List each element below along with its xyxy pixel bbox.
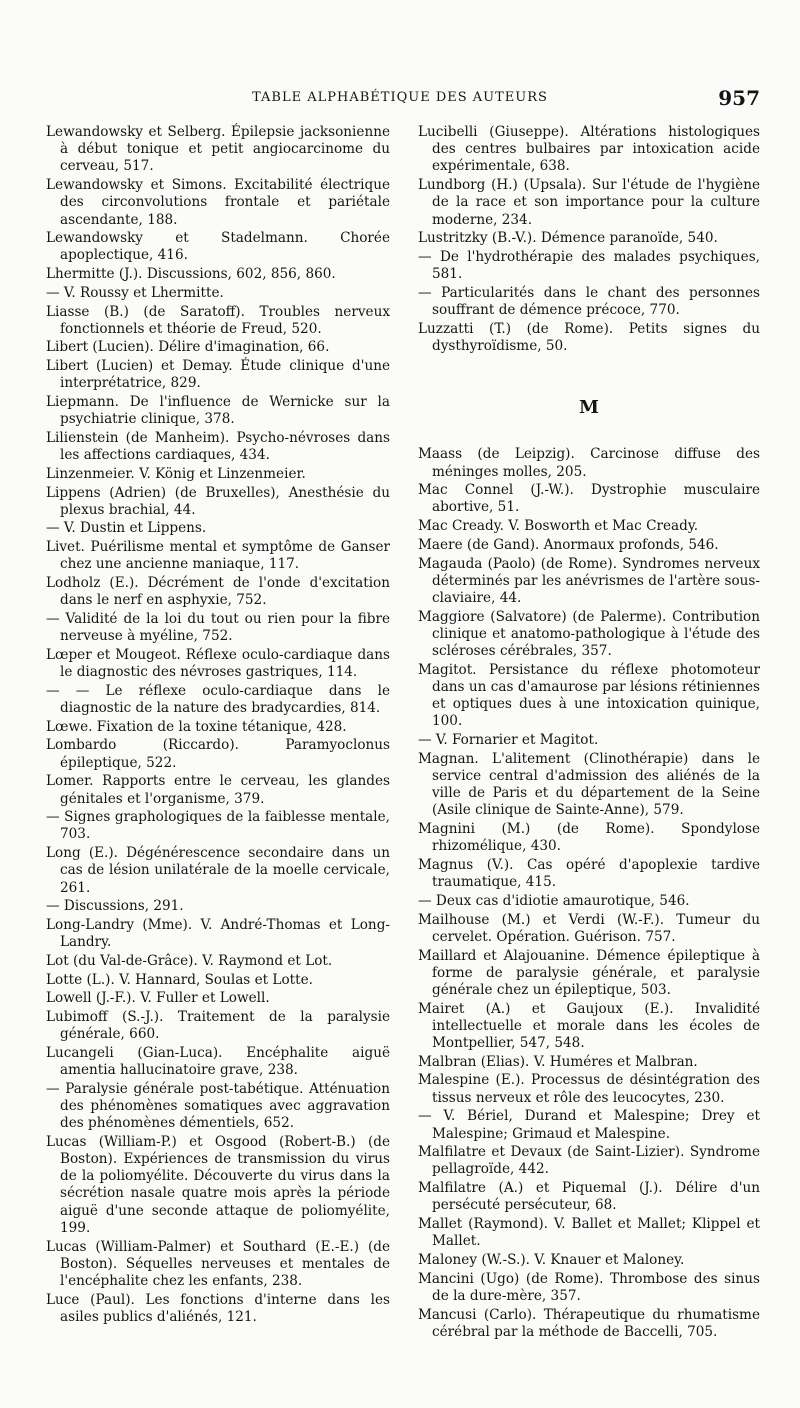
index-entry: — Particularités dans le chant des personnes souffrant de démence précoce, 770. xyxy=(418,284,760,319)
index-entry: — Paralysie générale post-tabétique. Atténuation des phénomènes somatiques avec aggravation des phénomènes démentiels, 652. xyxy=(46,1080,390,1132)
index-entry: Lubimoff (S.-J.). Traitement de la paralysie générale, 660. xyxy=(46,1008,390,1043)
index-entry: Maass (de Leipzig). Carcinose diffuse des méninges molles, 205. xyxy=(418,446,760,480)
index-entry: Luzzatti (T.) (de Rome). Petits signes du dysthyroïdisme, 50. xyxy=(418,320,760,354)
index-entry: Lewandowsky et Simons. Excitabilité électrique des circonvolutions frontale et pariétale ascendante, 188. xyxy=(46,177,390,228)
index-entry: Libert (Lucien). Délire d'imagination, 66. xyxy=(46,339,330,356)
index-entry: Lomer. Rapports entre le cerveau, les glandes génitales et l'organisme, 379. xyxy=(46,773,390,807)
index-entry: Maere (de Gand). Anormaux profonds, 546. xyxy=(418,536,719,553)
index-entry: Lucibelli (Giuseppe). Altérations histologiques des centres bulbaires par intoxication acide expérimentale, 638. xyxy=(418,124,760,175)
index-entry: — Validité de la loi du tout ou rien pour la fibre nerveuse à myéline, 752. xyxy=(46,610,390,645)
index-entry: Lippens (Adrien) (de Bruxelles), Anesthésie du plexus brachial, 44. xyxy=(46,484,390,518)
index-entry: Magnan. L'alitement (Clinothérapie) dans le service central d'admission des aliénés de la ville de Paris et du département de la Seine (Asile clinique de Sainte-Anne), 579. xyxy=(418,750,760,819)
index-entry: Mancusi (Carlo). Thérapeutique du rhumatisme cérébral par la méthode de Baccelli, 705. xyxy=(418,1306,760,1340)
running-title: TABLE ALPHABÉTIQUE DES AUTEURS xyxy=(252,90,548,105)
index-entry: Lucas (William-Palmer) et Southard (E.-E.) (de Boston). Séquelles nerveuses et mentales de l'encéphalite chez les enfants, 238. xyxy=(46,1238,390,1289)
index-entry: Mallet (Raymond). V. Ballet et Mallet; Klippel et Mallet. xyxy=(418,1216,760,1250)
index-entry: Maillard et Alajouanine. Démence épileptique à forme de paralysie générale, et paralysie générale chez un épileptique, 503. xyxy=(418,947,760,998)
index-entry: Livet. Puérilisme mental et symptôme de Ganser chez une ancienne maniaque, 117. xyxy=(46,539,390,573)
right-column xyxy=(418,124,760,1343)
index-entry: — Signes graphologiques de la faiblesse mentale, 703. xyxy=(46,809,390,843)
index-entry: — V. Dustin et Lippens. xyxy=(46,520,207,537)
entries-m xyxy=(418,446,760,1341)
index-entry: Lundborg (H.) (Upsala). Sur l'étude de l'hygiène de la race et son importance pour la culture moderne, 234. xyxy=(418,177,760,228)
index-entry: Lewandowsky et Stadelmann. Chorée apoplectique, 416. xyxy=(46,230,390,264)
index-entry: Lustritzky (B.-V.). Démence paranoïde, 540. xyxy=(418,230,718,247)
page-number: 957 xyxy=(718,86,760,110)
index-entry: Luce (Paul). Les fonctions d'interne dans les asiles publics d'aliénés, 121. xyxy=(46,1291,390,1325)
index-entry: Maggiore (Salvatore) (de Palerme). Contribution clinique et anatomo-pathologique à l'étude des scléroses cérébrales, 357. xyxy=(418,608,760,660)
page-header xyxy=(40,86,760,112)
index-entry: Lombardo (Riccardo). Paramyoclonus épileptique, 522. xyxy=(46,737,390,771)
index-entry: Mac Cready. V. Bosworth et Mac Cready. xyxy=(418,518,699,535)
index-entry: Liasse (B.) (de Saratoff). Troubles nerveux fonctionnels et théorie de Freud, 520. xyxy=(46,303,390,337)
index-entry: Lewandowsky et Selberg. Épilepsie jacksonienne à début tonique et petit angiocarcinome du cerveau, 517. xyxy=(46,124,390,175)
index-entry: Magauda (Paolo) (de Rome). Syndromes nerveux déterminés par les anévrismes de l'artère sous-claviaire, 44. xyxy=(418,555,760,606)
index-entry: Maloney (W.-S.). V. Knauer et Maloney. xyxy=(418,1251,685,1268)
index-entry: Malfilatre (A.) et Piquemal (J.). Délire d'un persécuté persécuteur, 68. xyxy=(418,1180,760,1214)
section-letter-m: M xyxy=(579,397,599,419)
index-entry: Linzenmeier. V. König et Linzenmeier. xyxy=(46,465,306,482)
index-entry: Malbran (Elias). V. Huméres et Malbran. xyxy=(418,1053,698,1070)
index-entry: Malespine (E.). Processus de désintégration des tissus nerveux et rôle des leucocytes, 230. xyxy=(418,1072,760,1106)
index-entry: Lodholz (E.). Décrément de l'onde d'excitation dans le nerf en asphyxie, 752. xyxy=(46,575,390,609)
index-entry: — — Le réflexe oculo-cardiaque dans le diagnostic de la nature des bradycardies, 814. xyxy=(46,682,390,716)
index-entry: Mailhouse (M.) et Verdi (W.-F.). Tumeur du cervelet. Opération. Guérison. 757. xyxy=(418,911,760,945)
left-column xyxy=(46,124,390,1328)
index-entry: — V. Fornarier et Magitot. xyxy=(418,732,599,749)
index-entry: — Deux cas d'idiotie amaurotique, 546. xyxy=(418,892,690,909)
index-entry: Lhermitte (J.). Discussions, 602, 856, 860. xyxy=(46,266,336,283)
index-entry: — De l'hydrothérapie des malades psychiques, 581. xyxy=(418,248,760,283)
index-entry: Long-Landry (Mme). V. André-Thomas et Long-Landry. xyxy=(46,916,390,951)
index-entry: Lucangeli (Gian-Luca). Encéphalite aiguë amentia hallucinatoire grave, 238. xyxy=(46,1044,390,1079)
index-entry: Magitot. Persistance du réflexe photomoteur dans un cas d'amaurose par lésions rétiniennes et optiques dues à une intoxication quinique, 100. xyxy=(418,661,760,730)
index-entry: — V. Bériel, Durand et Malespine; Drey et Malespine; Grimaud et Malespine. xyxy=(418,1108,760,1142)
index-entry: Long (E.). Dégénérescence secondaire dans un cas de lésion unilatérale de la moelle cervicale, 261. xyxy=(46,845,390,896)
index-entry: Lot (du Val-de-Grâce). V. Raymond et Lot. xyxy=(46,952,333,969)
index-entry: Lowell (J.-F.). V. Fuller et Lowell. xyxy=(46,990,270,1007)
index-entry: — Discussions, 291. xyxy=(46,898,184,915)
index-entry: Magnini (M.) (de Rome). Spondylose rhizomélique, 430. xyxy=(418,821,760,855)
index-entry: Mairet (A.) et Gaujoux (E.). Invalidité intellectuelle et morale dans les écoles de Montpellier, 547, 548. xyxy=(418,1000,760,1052)
index-entry: Lœper et Mougeot. Réflexe oculo-cardiaque dans le diagnostic des névroses gastriques, 114. xyxy=(46,646,390,681)
index-entry: Lotte (L.). V. Hannard, Soulas et Lotte. xyxy=(46,971,313,988)
index-entry: Mac Connel (J.-W.). Dystrophie musculaire abortive, 51. xyxy=(418,482,760,516)
entries-l-continued xyxy=(418,124,760,355)
index-entry: — V. Roussy et Lhermitte. xyxy=(46,284,224,301)
index-entry: Liepmann. De l'influence de Wernicke sur la psychiatrie clinique, 378. xyxy=(46,394,390,428)
index-entry: Mancini (Ugo) (de Rome). Thrombose des sinus de la dure-mère, 357. xyxy=(418,1270,760,1304)
index-entry: Magnus (V.). Cas opéré d'apoplexie tardive traumatique, 415. xyxy=(418,857,760,891)
index-entry: Lœwe. Fixation de la toxine tétanique, 428. xyxy=(46,718,347,735)
index-entry: Malfilatre et Devaux (de Saint-Lizier). Syndrome pellagroïde, 442. xyxy=(418,1144,760,1178)
index-entry: Lilienstein (de Manheim). Psycho-névroses dans les affections cardiaques, 434. xyxy=(46,429,390,464)
index-entry: Libert (Lucien) et Demay. Étude clinique d'une interprétatrice, 829. xyxy=(46,358,390,392)
index-entry: Lucas (William-P.) et Osgood (Robert-B.) (de Boston). Expériences de transmission du virus de la poliomyélite. Découverte du virus dans la sécrétion nasale quatre mois après la période aiguë d'une seconde attaque de poliomyélite, 199. xyxy=(46,1133,390,1236)
